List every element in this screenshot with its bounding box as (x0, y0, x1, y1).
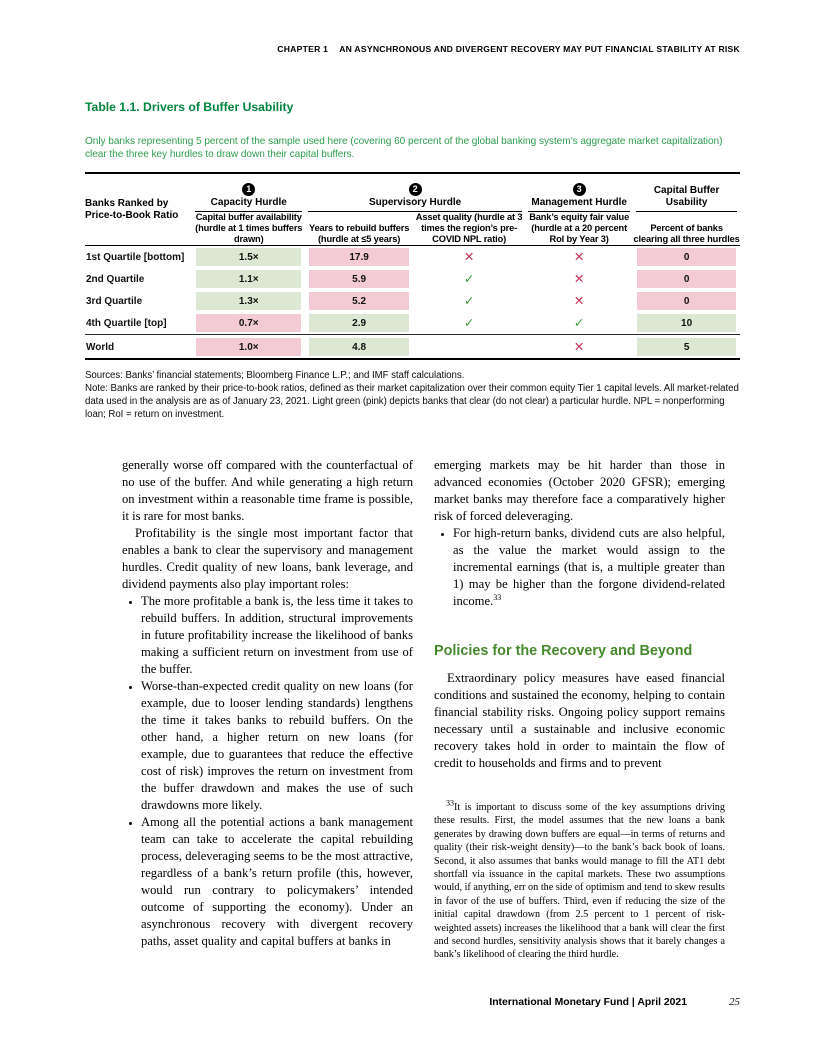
asset-quality-mark (413, 290, 525, 312)
years-cell: 2.9 (305, 312, 413, 335)
bullet-deleveraging: • Among all the potential actions a bank management team can take to accelerate the capital rebuilding process, deleveraging seems to be the most attractive, regardless of a bank’s return profile (this, however, would run contrary to policymakers’ intended outcome of supporting the economy). Under an asynchronous recovery with divergent recovery paths, asset quality and capital buffers at banks in (141, 814, 413, 950)
footnote-marker: 33 (446, 798, 454, 808)
check-icon: ✓ (573, 316, 585, 331)
group-management-hurdle (525, 173, 633, 212)
hurdle-2-badge: 2 (409, 183, 422, 196)
years-cell: 5.9 (305, 268, 413, 290)
row-label: 4th Quartile [top] (86, 317, 167, 329)
capacity-cell: 1.3× (192, 290, 305, 312)
page-number: 25 (729, 996, 740, 1008)
hurdle-3-badge: 3 (573, 183, 586, 196)
body-paragraph: Extraordinary policy measures have eased financial conditions and sustained the economy, helping to contain financial stability risks. Ongoing policy support remains necessary until a sustainable and inclusive economic recovery takes hold in order to maintain the flow of credit to households and firms and to prevent (434, 671, 725, 770)
management-mark (525, 268, 633, 290)
cross-icon: ✕ (573, 272, 585, 287)
bullet-continuation: emerging markets may be hit harder than those in advanced economies (October 2020 GFSR); emerging market banks may therefore face a comparatively higher risk of forced deleveraging. (434, 458, 725, 523)
buffer-usability-table (85, 172, 740, 361)
subheader-equity-fair-value: Bank’s equity fair value (hurdle at a 20 percent RoI by Year 3) (525, 212, 633, 246)
usability-cell: 10 (633, 312, 740, 335)
bullet-credit-quality: • Worse-than-expected credit quality on new loans (for example, due to looser lending standards) lengthens the time it takes banks to rebuild buffers. On the other hand, a higher return on new loans (for example, due to guarantees that reduce the effective cost of risk) improves the return on investment from the buffer drawdown and makes the use of such drawdowns more likely. (141, 678, 413, 814)
group-capital-buffer-usability (633, 173, 740, 212)
body-column-right (434, 457, 725, 772)
capacity-cell: 0.7× (192, 312, 305, 335)
years-cell: 17.9 (305, 246, 413, 269)
asset-quality-mark (413, 312, 525, 335)
usability-cell: 0 (633, 290, 740, 312)
body-paragraph: Profitability is the single most important factor that enables a bank to clear the supervisory and management hurdles. Credit quality of new loans, bank leverage, and dividend payments also play important roles: (122, 526, 413, 591)
capacity-cell: 1.0× (192, 335, 305, 360)
asset-quality-mark (413, 268, 525, 290)
management-mark (525, 246, 633, 269)
capacity-cell: 1.5× (192, 246, 305, 269)
section-heading: Policies for the Recovery and Beyond (434, 643, 693, 659)
table-1-1-section (85, 100, 740, 421)
years-cell: 4.8 (305, 335, 413, 360)
bullet-profitability: • The more profitable a bank is, the less time it takes to rebuild buffers. In addition, structural improvements in future profitability increase the likelihood of banks making a sufficient return on investment from use of the buffer. (141, 593, 413, 678)
table-note: Note: Banks are ranked by their price-to-book ratios, defined as their market capitalization over their common equity Tier 1 capital levels. All market-related data used in the analysis are as of January 23, 2021. Light green (pink) depicts banks that clear (do not clear) a particular hurdle. NPL = nonperforming loan; RoI = return on investment. (85, 383, 739, 421)
table-row (85, 290, 740, 312)
hurdle-1-badge: 1 (242, 183, 255, 196)
check-icon: ✓ (463, 272, 475, 287)
subheader-asset-quality: Asset quality (hurdle at 3 times the region’s pre-COVID NPL ratio) (413, 212, 525, 246)
years-cell: 5.2 (305, 290, 413, 312)
group-label: Management Hurdle (531, 196, 627, 208)
row-label: World (85, 335, 192, 360)
management-mark (525, 335, 633, 360)
cross-icon: ✕ (463, 250, 475, 265)
group-capacity-hurdle (192, 173, 305, 212)
check-icon: ✓ (463, 316, 475, 331)
capacity-cell: 1.1× (192, 268, 305, 290)
management-mark (525, 312, 633, 335)
group-label: Capital Buffer Usability (653, 184, 720, 208)
group-supervisory-hurdle (305, 173, 525, 212)
row-label: 3rd Quartile (86, 295, 143, 307)
asset-quality-mark (413, 246, 525, 269)
management-mark (525, 290, 633, 312)
subheader-years: Years to rebuild buffers (hurdle at ≤5 years) (305, 212, 413, 246)
row-label: 2nd Quartile (86, 273, 145, 285)
footnote-reference: 33 (493, 592, 502, 602)
subheader-percent-clearing: Percent of banks clearing all three hurdles (633, 212, 740, 246)
publisher-line: International Monetary Fund | April 2021 (489, 997, 687, 1008)
group-header-row (85, 173, 740, 212)
page-footer (85, 996, 740, 1008)
table-subtitle: Only banks representing 5 percent of the sample used here (covering 60 percent of the global banking system’s aggregate market capitalization) clear the three key hurdles to draw down their capital buffers. (85, 136, 723, 160)
usability-cell: 5 (633, 335, 740, 360)
chapter-label: CHAPTER 1 (277, 44, 329, 54)
table-title: Table 1.1. Drivers of Buffer Usability (85, 100, 294, 114)
row-header-label: Banks Ranked by Price-to-Book Ratio (85, 173, 192, 246)
table-sources: Sources: Banks’ financial statements; Bloomberg Finance L.P.; and IMF staff calculations. (85, 370, 465, 382)
table-row (85, 268, 740, 290)
body-paragraph: generally worse off compared with the counterfactual of no use of the buffer. And while generating a high return on investment within a reasonable time frame is possible, it is rare for most banks. (122, 458, 413, 523)
chapter-title: AN ASYNCHRONOUS AND DIVERGENT RECOVERY MAY PUT FINANCIAL STABILITY AT RISK (339, 44, 740, 54)
usability-cell: 0 (633, 246, 740, 269)
table-row (85, 246, 740, 269)
bullet-list (122, 593, 413, 950)
cross-icon: ✕ (573, 340, 585, 355)
cross-icon: ✕ (573, 294, 585, 309)
footnote-33: $^{33}$It is important to discuss some of the key assumptions driving these results. First, the model assumes that the new loans a bank generates by drawing down buffers are equal—in terms of returns and quality (their risk-weight density)—to the bank’s back book of loans. Second, it also assumes that banks would manage to fill the AT1 debt shortfall via issuance in the capital markets. These two assumptions would, if anything, err on the side of optimism and tend to skew results in favor of the use of buffers. Third, even if reducing the size of the initial capital drawdown (from 2.5 percent to 1 percent of risk-weighted assets) increases the likelihood that a bank will clear the first and second hurdles, sensitivity analysis shows that it barely changes a bank’s likelihood of clearing the third hurdle. (434, 798, 725, 961)
body-column-left (122, 457, 413, 950)
bullet-dividend-cuts: • For high-return banks, dividend cuts are also helpful, as the value the market would assign to the incremental earnings (that is, a multiple greater than 1) may be higher than the forgone dividend-related income.$^{33}$ (453, 525, 725, 610)
usability-cell: 0 (633, 268, 740, 290)
cross-icon: ✕ (573, 250, 585, 265)
subheader-capacity: Capital buffer availability (hurdle at 1 times buffers drawn) (192, 212, 305, 246)
running-header (85, 44, 740, 54)
asset-quality-mark (413, 335, 525, 360)
bullet-list (434, 525, 725, 610)
table-notes (85, 369, 740, 421)
table-row (85, 312, 740, 335)
row-label: 1st Quartile [bottom] (86, 251, 185, 263)
check-icon: ✓ (463, 294, 475, 309)
table-row-world (85, 335, 740, 360)
group-label: Supervisory Hurdle (368, 196, 462, 208)
group-label: Capacity Hurdle (210, 196, 287, 208)
